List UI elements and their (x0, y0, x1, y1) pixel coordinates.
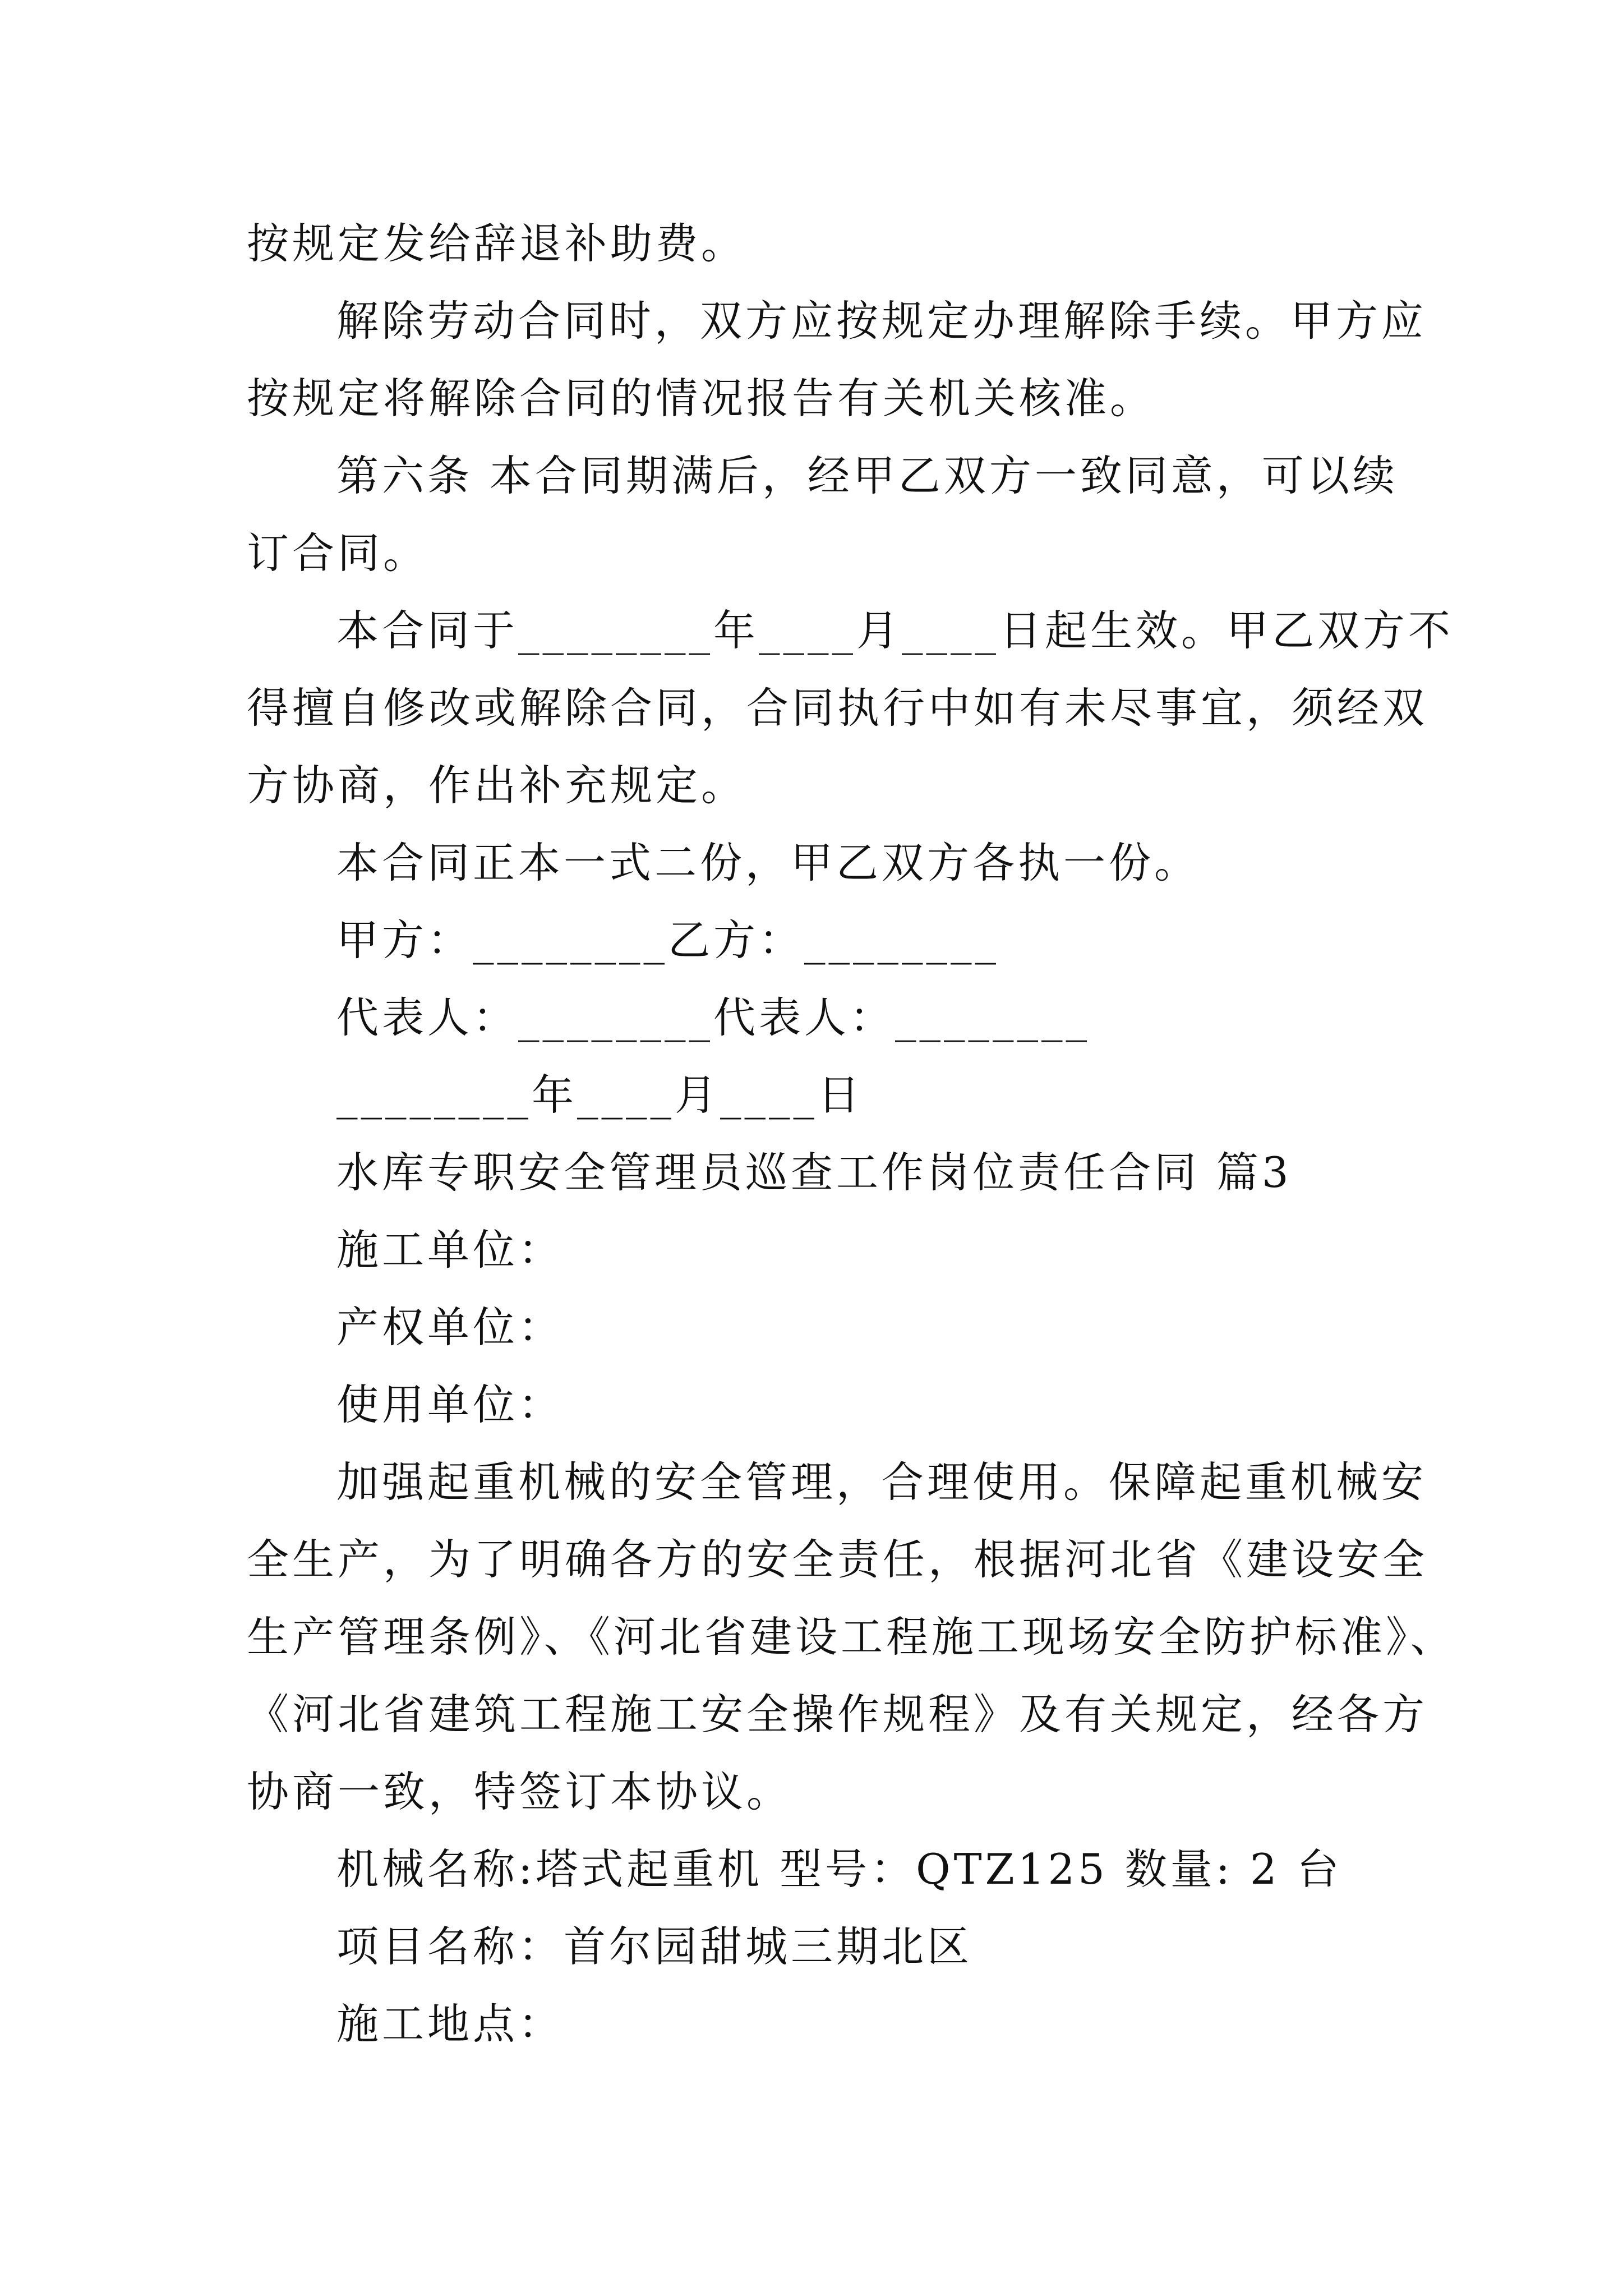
document-line: 方协商，作出补充规定。 (247, 761, 747, 810)
document-line: 本合同于________年____月____日起生效。甲乙双方不 (336, 606, 1454, 655)
document-line: 《河北省建筑工程施工安全操作规程》及有关规定，经各方 (247, 1690, 1428, 1739)
document-line: 甲方：________乙方：________ (336, 915, 1000, 965)
document-line: 按规定发给辞退补助费。 (247, 219, 747, 268)
document-line: 产权单位： (336, 1303, 564, 1352)
document-line: 全生产，为了明确各方的安全责任，根据河北省《建设安全 (247, 1535, 1428, 1584)
document-line: 加强起重机械的安全管理，合理使用。保障起重机械安 (336, 1457, 1427, 1507)
document-line: 得擅自修改或解除合同，合同执行中如有未尽事宜，须经双 (247, 683, 1428, 733)
document-line: 项目名称：首尔园甜城三期北区 (336, 1922, 973, 1971)
document-body (247, 205, 1456, 2063)
document-line: 订合同。 (247, 528, 429, 578)
document-line: 使用单位： (336, 1380, 564, 1429)
document-line: 施工单位： (336, 1225, 564, 1274)
document-line: 解除劳动合同时，双方应按规定办理解除手续。甲方应 (336, 296, 1427, 346)
document-line: 本合同正本一式二份，甲乙双方各执一份。 (336, 838, 1200, 887)
document-line: 施工地点： (336, 1999, 564, 2049)
document-line: 协商一致，特签订本协议。 (247, 1767, 792, 1816)
document-line: 代表人：________代表人：________ (336, 993, 1091, 1042)
document-line: 水库专职安全管理员巡查工作岗位责任合同 篇3 (336, 1148, 1292, 1197)
document-line: 按规定将解除合同的情况报告有关机关核准。 (247, 374, 1156, 423)
document-line: 生产管理条例》、《河北省建设工程施工现场安全防护标准》、 (247, 1612, 1456, 1662)
document-line: ________年____月____日 (336, 1070, 864, 1120)
document-line: 第六条 本合同期满后，经甲乙双方一致同意，可以续 (336, 451, 1398, 500)
document-line: 机械名称:塔式起重机 型号：QTZ125 数量: 2 台 (336, 1844, 1343, 1894)
